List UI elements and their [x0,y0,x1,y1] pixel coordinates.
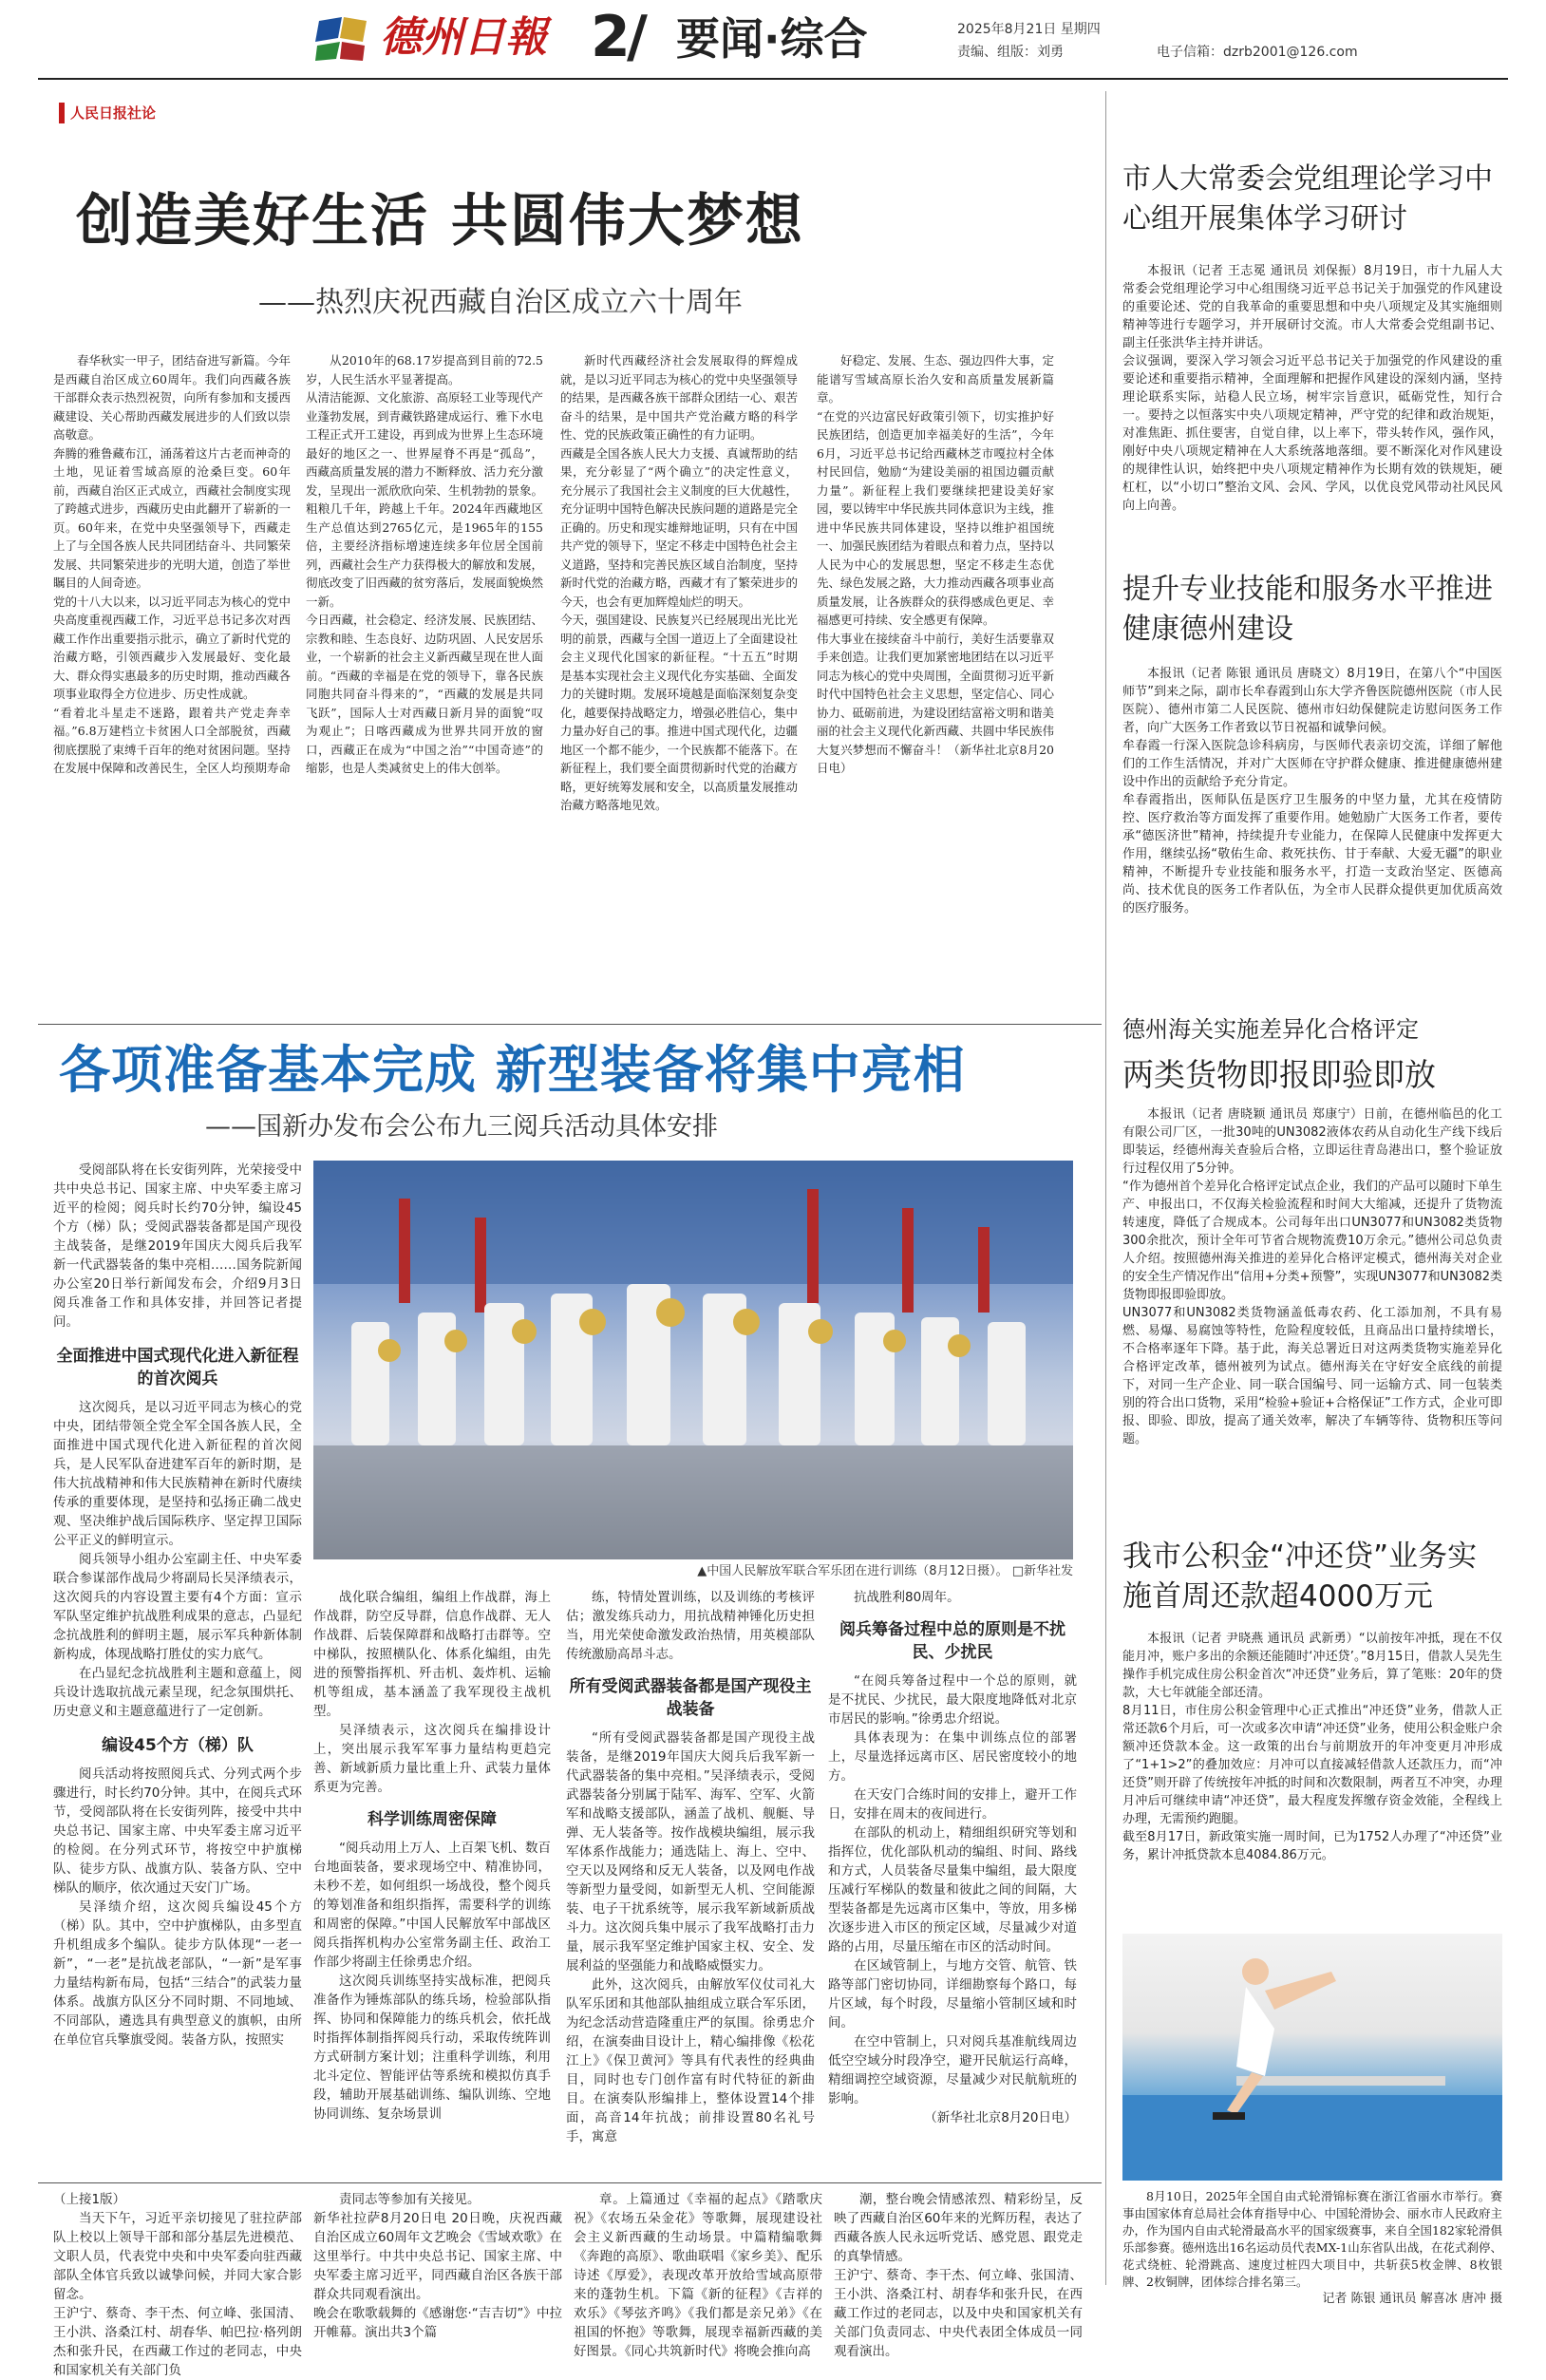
right-article-1-title: 市人大常委会党组理论学习中心组开展集体学习研讨 [1122,162,1493,236]
right-article-3-title: 两类货物即报即验即放 [1122,1056,1436,1093]
editorial-col-2 [306,351,543,1016]
parade-para-17: 在部队的机动上，精细组织研究等划和指挥位，优化部队机动的编组、时间、路线和方式，人员装备尽量集中编组，最大限度压减行军梯队的数量和彼此之间的间隔，大型装备都是先远离市区集中，等放，用多梯次逐步进入市区的预定区域，尽量减少对道路的占用，尽量压缩在市区的活动时间。 [828,1825,1077,1955]
editorial-text-3: 新时代西藏经济社会发展取得的辉煌成就，是以习近平同志为核心的党中央坚强领导的结果，是西藏各族干部群众团结一心、艰苦奋斗的结果，是中国共产党治藏方略的科学性、党的民族政策正确性的有力证明。 西藏是全国各族人民大力支援、真诚帮助的结果，充分彰显了“两个确立”的决定性意义，充分展示了我国社会主义制度的巨大优越性，充分证明中国特色解决民族问题的道路是完全正确的。历史和现实雄辩地证明，只有在中国共产党的领导下，坚定不移走中国特色社会主义道路，坚持和完善民族区域自治制度，坚持新时代党的治藏方略，西藏才有了繁荣进步的今天，也会有更加辉煌灿烂的明天。 今天，强国建设、民族复兴已经展现出光比光明的前景，西藏与全国一道迈上了全面建设社会主义现代化国家的新征程。“十五五”时期是基本实现社会主义现代化夯实基础、全面发力的关键时期。发展环境越是面临深刻复杂变化，越要保持战略定力，增强必胜信心，集中力量办好自己的事。推进中国式现代化，边疆地区一个都不能少，一个民族都不能落下。在新征程上，我们要全面贯彻新时代党的治藏方略，更好统筹发展和安全，以高质量发展推动治藏方略落地见效。 [560,353,799,812]
right-article-2-body [1122,665,1502,988]
skating-photo-credit: 记者 陈银 通讯员 解喜冰 唐冲 摄 [1322,2292,1502,2306]
band-illustration [313,1161,1073,1559]
parade-para-18: 在区域管制上，与地方交管、航管、铁路等部门密切协同，详细勘察每个路口，每片区域，每个时段，尽量缩小管制区域和时间。 [828,1958,1077,2031]
parade-heading-3: 科学训练周密保障 [368,1810,497,1829]
bottom-rule [38,2182,1102,2183]
parade-heading-1: 全面推进中国式现代化进入新征程的首次阅兵 [56,1347,299,1388]
editorial-col-1 [53,351,291,1016]
parade-subtitle: ——国新办发布会公布九三阅兵活动具体安排 [205,1112,718,1142]
right-article-2-text: 本报讯（记者 陈银 通讯员 唐晓文）8月19日，在第八个“中国医师节”到来之际，副市长牟春霞到山东大学齐鲁医院德州医院（市人民医院）、德州市第二人民医院、德州市妇幼保健院走访慰问医务工作者，向广大医务工作者致以节日祝福和诚挚问候。 牟春霞一行深入医院急诊科病房，与医师代表亲切交流，详细了解他们的工作生活情况，并对广大医师在守护群众健康、推进健康德州建设中作出的贡献给予充分肯定。 牟春霞指出，医师队伍是医疗卫生服务的中坚力量，尤其在疫情防控、医疗救治等方面发挥了重要作用。她勉励广大医务工作者，要传承“德医济世”精神，持续提升专业能力，在保障人民健康中发挥更大作用，继续弘扬“敬佑生命、救死扶伤、甘于奉献、大爱无疆”的职业精神，不断提升专业技能和服务水平，打造一支政治坚定、医德高尚、技术优良的医务工作者队伍，为全市人民群众提供更加优质高效的医疗服务。 [1122,667,1502,916]
editorial-text-4: 好稳定、发展、生态、强边四件大事，定能谱写雪域高原长治久安和高质量发展新篇章。 “在党的兴边富民好政策引领下，切实推护好民族团结，创造更加幸福美好的生活”，今年6月，习近平总书记给西藏林芝市嘎拉村全体村民回信，勉励“为建设美丽的祖国边疆贡献力量”。新征程上我们要继续把建设美好家园，要以铸牢中华民族共同体意识为主线，推进中华民族共同体建设，坚持以维护祖国统一、加强民族团结为着眼点和着力点，坚持以人民为中心的发展思想，坚定不移走生态优先、绿色发展之路，大力推动西藏各项事业高质量发展，让各族群众的获得感成色更足、幸福感更可持续、安全感更有保障。 伟大事业在接续奋斗中前行，美好生活要靠双手来创造。让我们更加紧密地团结在以习近平同志为核心的党中央周围，全面贯彻习近平新时代中国特色社会主义思想，坚定信心、同心协力、砥砺前进，为建设团结富裕文明和谐美丽的社会主义现代化新西藏、共圆中华民族伟大复兴梦想而不懈奋斗！（新华社北京8月20日电） [817,353,1055,775]
parade-title: 各项准备基本完成 新型装备将集中亮相 [59,1040,966,1100]
editorial-tag-label: 人民日报社论 [70,104,157,122]
parade-para-3: 在凸显纪念抗战胜利主题和意蕴上，阅兵设计选取抗战元素呈现，纪念氛围烘托、历史意义和主题意蕴进行了一定创新。 [53,1666,302,1719]
skating-photo [1122,1934,1502,2181]
bottom-text-1: 当天下午，习近平亲切接见了驻拉萨部队上校以上领导干部和部分基层先进模范、文职人员，代表党中央和中央军委向驻西藏部队全体官兵致以诚挚问候，并同大家合影留念。 王沪宁、蔡奇、李干杰、何立峰、张国清、王小洪、洛桑江村、胡春华、帕巴拉·格列朗杰和张升民，在西藏工作过的老同志，中央和国家机关有关部门负 [53,2211,302,2378]
parade-para-19: 在空中管制上，只对阅兵基准航线周边低空空域分时段净空，避开民航运行高峰，精细调控空域资源，尽量减少对民航航班的影响。 [828,2034,1077,2106]
right-article-3-kicker: 德州海关实施差异化合格评定 [1122,1016,1419,1043]
parade-heading-2: 编设45个方（梯）队 [102,1736,254,1755]
skating-caption [1122,2188,1503,2306]
parade-para-13: 抗战胜利80周年。 [854,1590,960,1605]
email: 电子信箱：dzrb2001@126.com [1157,45,1358,60]
right-article-3-body [1122,1105,1502,1514]
right-article-3-text: 本报讯（记者 唐晓颖 通讯员 郑康宁）日前，在德州临邑的化工有限公司厂区，一批30吨的UN3082液体农药从自动化生产线下线后即装运，经德州海关查验后合格，立即运往青岛港出口，整个验证放行过程仅用了5分钟。 “作为德州首个差异化合格评定试点企业，我们的产品可以随时下单生产、申报出口，不仅海关检验流程和时间大大缩减，还提升了货物流转速度，降低了合规成本。公司每年出口UN3077和UN3082类货物300余批次，预计全年可节省合规物流费10万余元。”德州公司总负责人介绍。按照德州海关推进的差异化合格评定模式，德州海关对企业的安全生产情况作出“信用+分类+预警”，实现UN3077和UN3082类货物即报即验即放。 UN3077和UN3082类货物涵盖低毒农药、化工添加剂，不具有易燃、易爆、易腐蚀等特性，危险程度较低，且商品出口量持续增长，不合格率逐年下降。基于此，海关总署近日对这两类货物实施差异化合格评定改革，德州被列为试点。德州海关在守好安全底线的前提下，对同一生产企业、同一联合国编号、同一运输方式、同一包装类别的符合出口货物，采用“检验+验证+合格保证”工作方式，企业可即报、即验、即放，提高了通关效率，解决了车辆等待、货物积压等问题。 [1122,1107,1502,1446]
parade-para-9: 这次阅兵训练坚持实战标准，把阅兵准备作为锤炼部队的练兵场，检验部队指挥、协同和保障能力的练兵机会，依托战时指挥体制指挥阅兵行动，采取传统阵训方式研制方案计划；注重科学训练，利用北斗定位、智能评估等系统和模拟仿真手段，辅助开展基础训练、编队训练、空地协同训练、复杂场景训 [313,1974,551,2122]
parade-para-2: 阅兵领导小组办公室副主任、中央军委联合参谋部作战局少将副局长吴泽绩表示，这次阅兵的内容设置主要有4个方面：宣示军队坚定维护抗战胜利成果的意志，凸显纪念抗战胜利的鲜明主题，展示军兵种新体制新构成，体现战略打胜仗的实力底气。 [53,1552,302,1662]
masthead-rule [38,78,1508,80]
right-article-1-text: 本报讯（记者 王志冕 通讯员 刘保振）8月19日，市十九届人大常委会党组理论学习中心组围绕习近平总书记关于加强党的作风建设的重要论述、党的自我革命的重要思想和中央八项规定及其实施细则精神等进行专题学习，并开展研讨交流。市人大常委会党组副书记、副主任张洪华主持并讲话。 会议强调，要深入学习领会习近平总书记关于加强党的作风建设的重要论述和重要指示精神，全面理解和把握作风建设的深刻内涵，坚持理论联系实际，站稳人民立场，树牢宗旨意识，砥砺党性，知行合一。要持之以恒落实中央八项规定精神，严守党的纪律和政治规矩，对准焦距、抓住要害，自觉自律，以上率下，带头转作风，强作风，刚好中央八项规定精神在人大系统落地落细。要不断深化对作风建设的规律性认识，始终把中央八项规定精神作为长期有效的铁规矩，硬杠杠，以“小切口”整治文风、会风、学风，以优良党风带动社风民风向上向善。 [1122,264,1502,513]
right-article-4-text: 本报讯（记者 尹晓燕 通讯员 武新勇）“以前按年冲抵，现在不仅能月冲，账户多出的余额还能随时‘冲还贷’。”8月15日，借款人吴先生操作手机完成住房公积金首次“冲还贷”业务后，算了笔账：20年的贷款，大七年就能全部还清。 8月11日，市住房公积金管理中心正式推出“冲还贷”业务，借款人正常还款6个月后，可一次或多次申请“冲还贷”业务，使用公积金账户余额冲还贷款本金。这一政策的出台与前期放开的年冲变更月冲形成了“1+1>2”的叠加效应：月冲可以直接减轻借款人还款压力，而“冲还贷”则开辟了传统按年冲抵的时间和次数限制，两者互不冲突，办理月冲后可继续申请“冲还贷”，最大程度发挥缴存资金效能，全程线上办理，无需预约跑腿。 截至8月17日，新政策实施一周时间，已为1752人办理了“冲还贷”业务，累计冲抵贷款本息4084.86万元。 [1122,1632,1502,1862]
parade-para-6: 战化联合编组，编组上作战群，海上作战群，防空反导群，信息作战群、无人作战群、后装保障群和战略打击群等。空中梯队，按照横队化、体系化编组，由先进的预警指挥机、歼击机、轰炸机、运输机等组成，基本涵盖了我军现役主战机型。 [313,1590,551,1719]
parade-para-8: “阅兵动用上万人、上百架飞机、数百台地面装备，要求现场空中、精准协同，未秒不差，如何组织一场战役，整个阅兵的筹划准备和组织指挥，需要科学的训练和周密的保障。”中国人民解放军中部战区阅兵指挥机构办公室常务副主任、政治工作部少将副主任徐勇忠介绍。 [313,1841,551,1970]
parade-para-5: 吴泽绩介绍，这次阅兵编设45个方（梯）队。其中，空中护旗梯队，由多型直升机组成多个编队。徒步方队体现“一老一新”，“一老”是抗战老部队，“一新”是军事力量结构新布局，包括“三结合”的武装力量体系。战旗方队区分不同时期、不同地域、不同部队，遴选具有典型意义的旗帜，由所在单位官兵擎旗受阅。装备方队，按照实 [53,1899,302,2048]
parade-left-col [53,1161,302,2179]
parade-col-2 [313,1588,551,2179]
paper-name: 德州日報 [380,13,547,62]
editors: 责编、组版：刘勇 [957,45,1064,60]
editorial-bottom-rule [38,1024,1102,1025]
editorial-subtitle: ——热烈庆祝西藏自治区成立六十周年 [258,286,743,319]
skating-caption-text: 8月10日，2025年全国自由式轮滑锦标赛在浙江省丽水市举行。赛事由国家体育总局社会体育指导中心、中国轮滑协会、丽水市人民政府主办，作为国内自由式轮滑最高水平的国家级赛事，来自全国182家轮滑俱乐部参赛。德州选出16名运动员代表MX-1山东省队出战，在花式刹停、花式绕桩、轮滑跳高、速度过桩四大项目中，共斩获5枚金牌、8枚银牌、2枚铜牌，团体综合排名第三。 [1122,2189,1503,2289]
bottom-text-3: 章。上篇通过《幸福的起点》《踏歌庆祝》《农场五朵金花》等歌舞，展现建设社会主义新西藏的生动场景。中篇精编歌舞《奔跑的高原》、歌曲联唱《家乡美》、配乐诗述《厚爱》，表现改革开放给雪域高原带来的蓬勃生机。下篇《新的征程》《吉祥的欢乐》《琴弦齐鸣》《我们都是亲兄弟》《在祖国的怀抱》等歌舞，展现幸福新西藏的美好图景。《同心共筑新时代》将晚会推向高 [574,2192,822,2359]
parade-para-12: 此外，这次阅兵，由解放军仪仗司礼大队军乐团和其他部队抽组成立联合军乐团，为纪念活动营造隆重庄严的氛围。徐勇忠介绍，在演奏曲目设计上，精心编排像《松花江上》《保卫黄河》等具有代表性的经典曲目，同时也专门创作富有时代特征的新曲目。在演奏队形编排上，整体设置14个排面，高音14年抗战；前排设置80名礼号手，寓意 [566,1977,815,2144]
page-number: 2 [591,4,631,70]
right-article-4-title: 我市公积金“冲还贷”业务实施首周还款超4000万元 [1122,1539,1478,1614]
logo-icon [313,13,368,63]
right-article-4-body [1122,1630,1502,1915]
skater-illustration [1122,1934,1502,2181]
page-slash: / [627,4,648,70]
editorial-text-2: 从2010年的68.17岁提高到目前的72.5岁，人民生活水平显著提高。 从清洁能源、文化旅游、高原轻工业等现代产业蓬勃发展，到青藏铁路建成运行、雅下水电工程正式开工建设，再到成为世界上生态环境最好的地区之一、世界屋脊不再是“孤岛”，西藏高质量发展的潜力不断释放、活力充分激发，呈现出一派欣欣向荣、生机勃勃的景象。 粗粮几千年，跨越上千年。2024年西藏地区生产总值达到2765亿元，是1965年的155倍，主要经济指标增速连续多年位居全国前列，西藏社会生产力获得极大的解放和发展，彻底改变了旧西藏的贫穷落后，发展面貌焕然一新。 今日西藏，社会稳定、经济发展、民族团结、宗教和睦、生态良好、边防巩固、人民安居乐业，一个崭新的社会主义新西藏呈现在世人面前。“西藏的幸福是在党的领导下，靠各民族同胞共同奋斗得来的”，“西藏的发展是共同飞跃”，国际人士对西藏日新月异的面貌“叹为观止”；日喀西藏成为世界共同开放的窗口，西藏正在成为“中国之治”“中国奇迹”的缩影，也是人类减贫史上的伟大创举。 [306,353,544,775]
editorial-col-3 [560,351,798,1016]
parade-heading-4: 所有受阅武器装备都是国产现役主战装备 [569,1677,812,1719]
bottom-col-1 [53,2190,302,2378]
parade-para-11: “所有受阅武器装备都是国产现役主战装备，是继2019年国庆大阅兵后我军新一代武器装备的集中亮相。”吴泽绩表示，受阅武器装备分别属于陆军、海军、空军、火箭军和战略支援部队，涵盖了战机、舰艇、导弹、无人装备等。按作战模块编组，展示我军体系作战能力；通选陆上、海上、空中、空天以及网络和反无人装备，以及网电作战等新型力量受阅，如新型无人机、空间能源装、电子干扰系统等，展示我军新域新质战斗力。这次阅兵集中展示了我军战略打击力量，展示我军坚定维护国家主权、安全、发展利益的坚强能力和战略威慑实力。 [566,1730,815,1974]
section-title: 要闻·综合 [676,13,868,65]
editorial-tag [59,103,156,123]
editorial-title: 创造美好生活 共圆伟大梦想 [76,188,804,255]
parade-para-15: 具体表现为：在集中训练点位的部署上，尽量选择远离市区、居民密度较小的地方。 [828,1730,1077,1784]
parade-para-4: 阅兵活动将按照阅兵式、分列式两个步骤进行，时长约70分钟。其中，在阅兵式环节，受阅部队将在长安街列阵，接受中共中央总书记、国家主席、中央军委主席习近平的检阅。在分列式环节，将按空中护旗梯队、徒步方队、战旗方队、装备方队、空中梯队的顺序，依次通过天安门广场。 [53,1766,302,1896]
bottom-col-2 [313,2190,562,2340]
parade-para-1: 这次阅兵，是以习近平同志为核心的党中央，团结带领全党全军全国各族人民，全面推进中国式现代化进入新征程的首次阅兵，是人民军队奋进建军百年的新时期，是伟大抗战精神和伟大民族精神在新时代赓续传承的重要体现，是坚持和弘扬正确二战史观、坚决维护战后国际秩序、坚定捍卫国际公平正义的鲜明宣示。 [53,1400,302,1548]
parade-photo [313,1161,1073,1559]
bottom-text-4: 潮，整台晚会情感浓烈、精彩纷呈，反映了西藏自治区60年来的光辉历程，表达了西藏各族人民永远听党话、感党恩、跟党走的真挚情感。 王沪宁、蔡奇、李干杰、何立峰、张国清、王小洪、洛桑江村、胡春华和张升民，在西藏工作过的老同志，以及中央和国家机关有关部门负责同志、中央代表团全体成员一同观看演出。 [834,2192,1083,2359]
right-col-divider [1105,91,1106,2285]
right-article-2-title: 提升专业技能和服务水平推进健康德州建设 [1122,573,1493,646]
editorial-col-4 [817,351,1054,1016]
editorial-text-1: 春华秋实一甲子，团结奋进写新篇。今年是西藏自治区成立60周年。我们向西藏各族干部群众表示热烈祝贺，向所有参加和支援西藏建设、关心帮助西藏发展进步的人们致以崇高敬意。 奔腾的雅鲁藏布江，涌荡着这片古老而神奇的土地，见证着雪域高原的沧桑巨变。60年前，西藏自治区正式成立，西藏社会制度实现了跨越式进步，西藏历史由此翻开了崭新的一页。60年来，在党中央坚强领导下，西藏走上了与全国各族人民共同团结奋斗、共同繁荣发展、共同繁荣进步的光明大道，创造了举世瞩目的人间奇迹。 党的十八大以来，以习近平同志为核心的党中央高度重视西藏工作，习近平总书记多次对西藏工作作出重要指示批示，确立了新时代党的治藏方略，引领西藏步入发展最好、变化最大、群众得实惠最多的历史时期，推动西藏各项事业取得全方位进步、历史性成就。 “看着北斗星走不迷路，跟着共产党走奔幸福。”6.8万建档立卡贫困人口全部脱贫，西藏彻底摆脱了束缚千百年的绝对贫困问题。坚持在发展中保障和改善民生，全区人均预期寿命 [53,353,292,775]
bottom-col-3 [574,2190,822,2359]
parade-para-7: 吴泽绩表示，这次阅兵在编排设计上，突出展示我军军事力量结构更趋完善、新域新质力量比重上升、武装力量体系更为完善。 [313,1723,551,1795]
parade-para-16: 在天安门合练时间的安排上，避开工作日，安排在周末的夜间进行。 [828,1787,1077,1822]
bottom-lead-tag: （上接1版） [53,2192,126,2207]
parade-credit: （新华社北京8月20日电） [924,2110,1077,2125]
parade-col-4 [828,1588,1077,2179]
issue-date: 2025年8月21日 星期四 [957,22,1101,37]
right-article-1-body [1122,262,1502,547]
parade-para-14: “在阅兵筹备过程中一个总的原则，就是不扰民、少扰民，最大限度地降低对北京市居民的影响。”徐勇忠介绍说。 [828,1673,1077,1727]
bottom-text-2: 责同志等参加有关接见。 新华社拉萨8月20日电 20日晚，庆祝西藏自治区成立60周年文艺晚会《雪域欢歌》在这里举行。中共中央总书记、国家主席、中央军委主席习近平，同西藏自治区各族干部群众共同观看演出。 晚会在歌歌载舞的《感谢您·“吉吉切”》中拉开帷幕。演出共3个篇 [313,2192,562,2340]
parade-para-10: 练，特情处置训练，以及训练的考核评估；激发练兵动力，用抗战精神锤化历史担当，用光荣使命激发政治热情，用英模部队传统激励高昂斗志。 [566,1590,815,1662]
bottom-col-4 [834,2190,1083,2359]
parade-heading-5: 阅兵筹备过程中总的原则是不扰民、少扰民 [839,1620,1065,1662]
parade-photo-caption: ▲中国人民解放军联合军乐团在进行训练（8月12日摄）。 □新华社发 [697,1564,1073,1578]
masthead [0,0,1546,76]
parade-lead: 受阅部队将在长安街列阵，光荣接受中共中央总书记、国家主席、中央军委主席习近平的检阅；阅兵时长约70分钟，编设45个方（梯）队；受阅武器装备都是国产现役主战装备，是继2019年国庆大阅兵后我军新一代武器装备的集中亮相……国务院新闻办公室20日举行新闻发布会，介绍9月3日阅兵准备工作和具体安排，并回答记者提问。 [53,1162,302,1330]
parade-col-3 [566,1588,815,2179]
